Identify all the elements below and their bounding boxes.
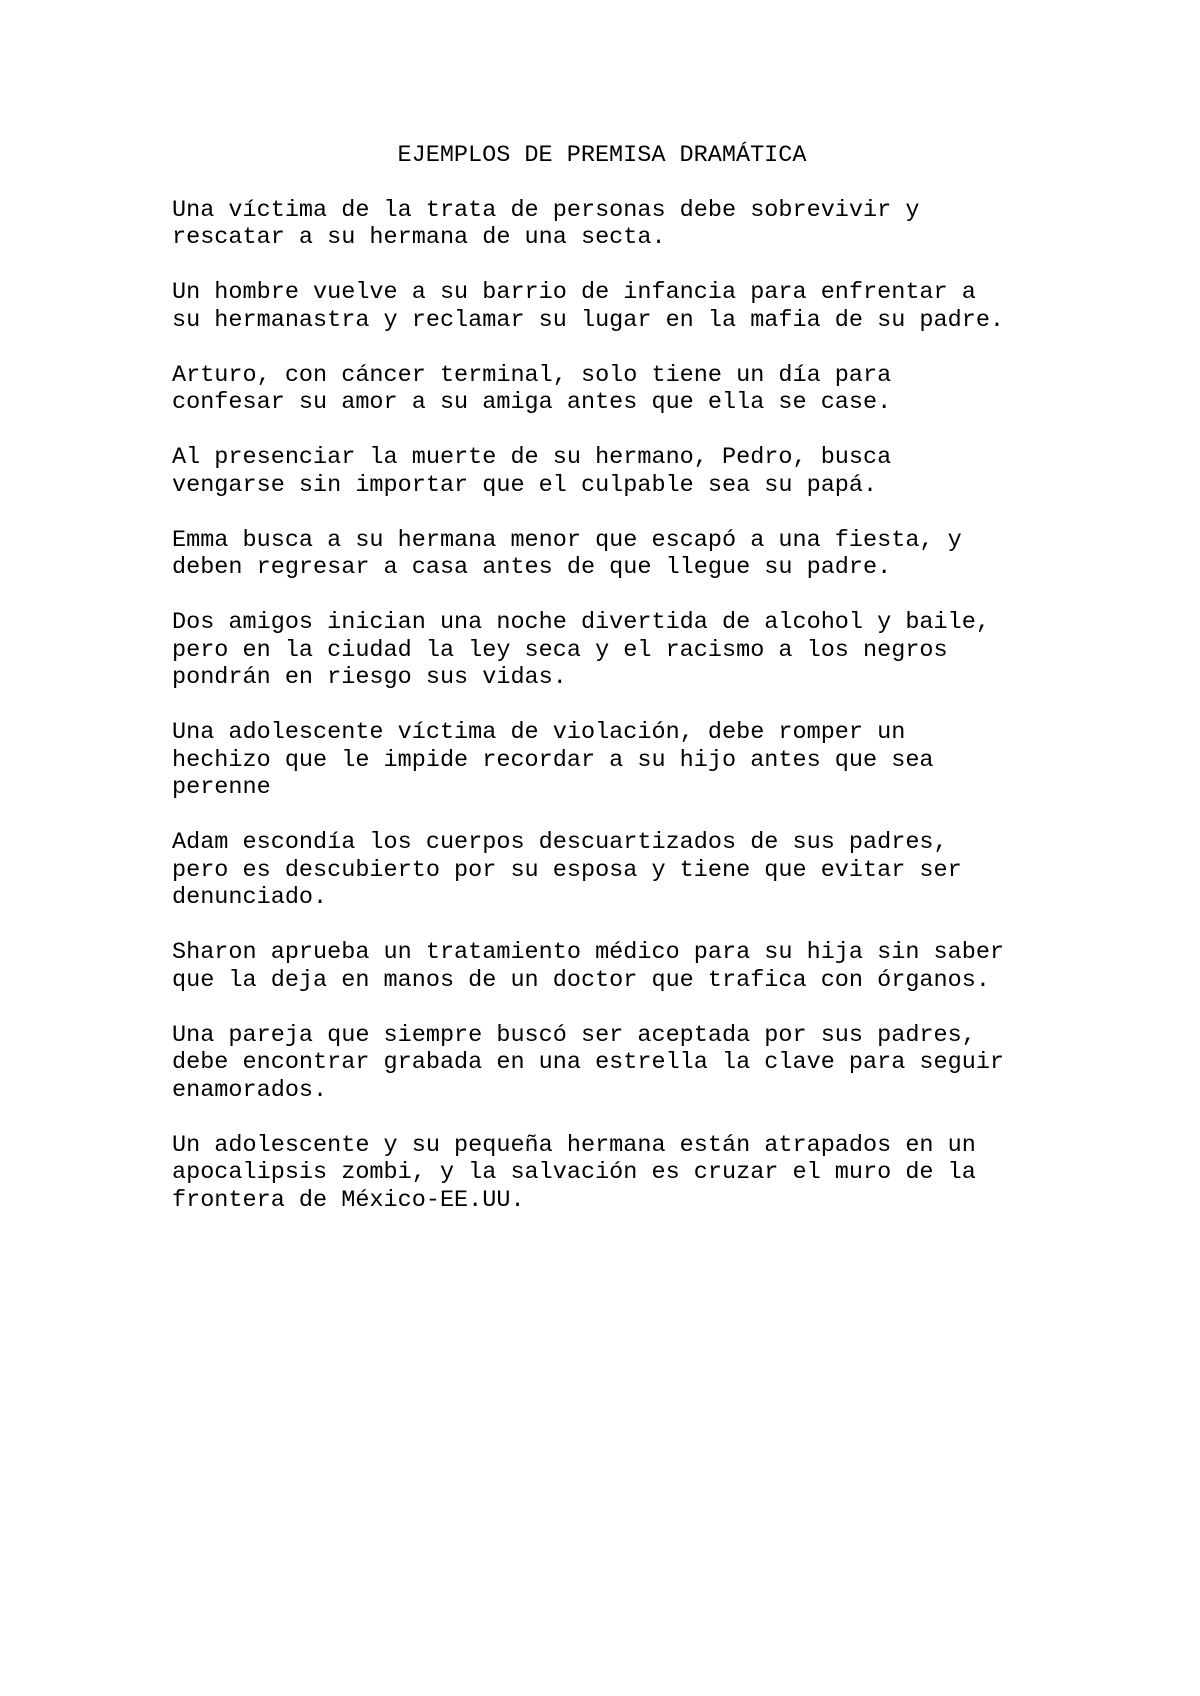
premise-line: Una víctima de la trata de personas debe sobrevivir y (172, 196, 920, 224)
premise-line: Una adolescente víctima de violación, debe romper un (172, 719, 906, 746)
premise-line: Un hombre vuelve a su barrio de infancia para enfrentar a (172, 279, 976, 306)
premise-line: debe encontrar grabada en una estrella la clave para seguir (172, 1049, 1005, 1076)
premise-line: frontera de México-EE.UU. (172, 1186, 525, 1214)
document-body (172, 142, 1072, 1242)
premise-paragraph (172, 279, 1072, 334)
premise-paragraph (172, 197, 1072, 252)
premise-line: hechizo que le impide recordar a su hijo antes que sea (172, 746, 934, 774)
document-title: EJEMPLOS DE PREMISA DRAMÁTICA (397, 142, 807, 169)
premise-line: enamorados. (172, 1076, 328, 1104)
premise-line: Adam escondía los cuerpos descuartizados de sus padres, (172, 829, 948, 856)
premise-line: su hermanastra y reclamar su lugar en la mafia de su padre. (172, 306, 1005, 334)
premise-line: confesar su amor a su amiga antes que ella se case. (172, 389, 892, 416)
premise-line: pero en la ciudad la ley seca y el racismo a los negros (172, 636, 948, 664)
premise-paragraph (172, 939, 1072, 994)
premise-paragraph (172, 527, 1072, 582)
premise-line: que la deja en manos de un doctor que trafica con órganos. (172, 966, 990, 994)
premise-line: rescatar a su hermana de una secta. (172, 224, 666, 251)
premise-line: pero es descubierto por su esposa y tiene que evitar ser (172, 856, 962, 884)
premise-line: perenne (172, 774, 271, 801)
premise-paragraph (172, 362, 1072, 417)
premise-list (172, 197, 1072, 1215)
premise-line: Un adolescente y su pequeña hermana están atrapados en un (172, 1131, 976, 1159)
premise-line: Emma busca a su hermana menor que escapó a una fiesta, y (172, 526, 962, 554)
premise-paragraph (172, 609, 1072, 692)
premise-line: Sharon aprueba un tratamiento médico para su hija sin saber (172, 939, 1005, 966)
premise-paragraph (172, 1022, 1072, 1105)
premise-paragraph (172, 829, 1072, 912)
premise-line: Dos amigos inician una noche divertida de alcohol y baile, (172, 609, 990, 636)
premise-paragraph (172, 444, 1072, 499)
premise-line: deben regresar a casa antes de que llegue su padre. (172, 554, 892, 581)
premise-line: denunciado. (172, 884, 328, 911)
premise-line: Al presenciar la muerte de su hermano, Pedro, busca (172, 444, 892, 471)
premise-line: vengarse sin importar que el culpable sea su papá. (172, 471, 878, 499)
premise-line: Una pareja que siempre buscó ser aceptada por sus padres, (172, 1021, 976, 1049)
premise-line: apocalipsis zombi, y la salvación es cruzar el muro de la (172, 1159, 976, 1186)
premise-paragraph (172, 719, 1072, 802)
premise-paragraph (172, 1132, 1072, 1215)
premise-line: pondrán en riesgo sus vidas. (172, 664, 567, 691)
premise-line: Arturo, con cáncer terminal, solo tiene un día para (172, 361, 892, 389)
